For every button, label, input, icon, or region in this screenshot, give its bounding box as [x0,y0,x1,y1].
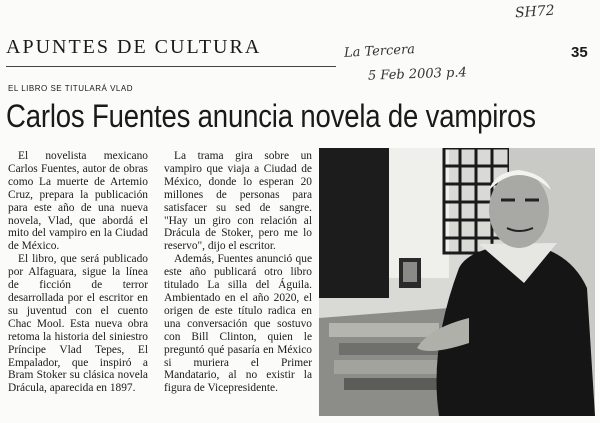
page-number: 35 [571,44,588,61]
handwritten-note-code: SH72 [514,2,556,22]
article-headline: Carlos Fuentes anuncia novela de vampiros [6,98,536,134]
section-title: APUNTES DE CULTURA [6,36,262,58]
article-column-2 [164,150,312,395]
handwritten-note-date: 5 Feb 2003 p.4 [367,65,468,84]
paragraph: Además, Fuentes anunció que este año publicará otro libro titulado La silla del Águila. Ambientado en el año 2020, el origen de este título radica en una conversación que sostuvo con Bill Clinton, quien le preguntó qué pasaría en México si muriera el Primer Mandatario, al no existir la figura de Vicepresidente. [164,253,312,395]
header-divider [6,66,336,67]
paragraph: El libro, que será publicado por Alfaguara, sigue la línea de ficción de terror desarrollada por el escritor en su juventud con el cuento Chac Mool. Esta nueva obra retoma la historia del siniestro Príncipe Vlad Tepes, El Empalador, que inspiró a Bram Stoker su clásica novela Drácula, aparecida en 1897. [8,253,148,395]
article-column-1 [8,150,148,395]
handwritten-note-source: La Tercera [343,42,416,61]
author-photo [319,148,595,416]
face [489,172,549,248]
article-kicker: EL LIBRO SE TITULARÁ VLAD [8,84,133,93]
paragraph: La trama gira sobre un vampiro que viaja a Ciudad de México, donde lo esperan 20 millones de personas para satisfacer su sed de sangre. "Hay un giro con relación al Drácula de Stoker, pero me lo reservo", dijo el escritor. [164,150,312,253]
paragraph: El novelista mexicano Carlos Fuentes, autor de obras como La muerte de Artemio Cruz, prepara la publicación para este año de una nueva novela, Vlad, que abordá el mito del vampiro en la Ciudad de México. [8,150,148,253]
